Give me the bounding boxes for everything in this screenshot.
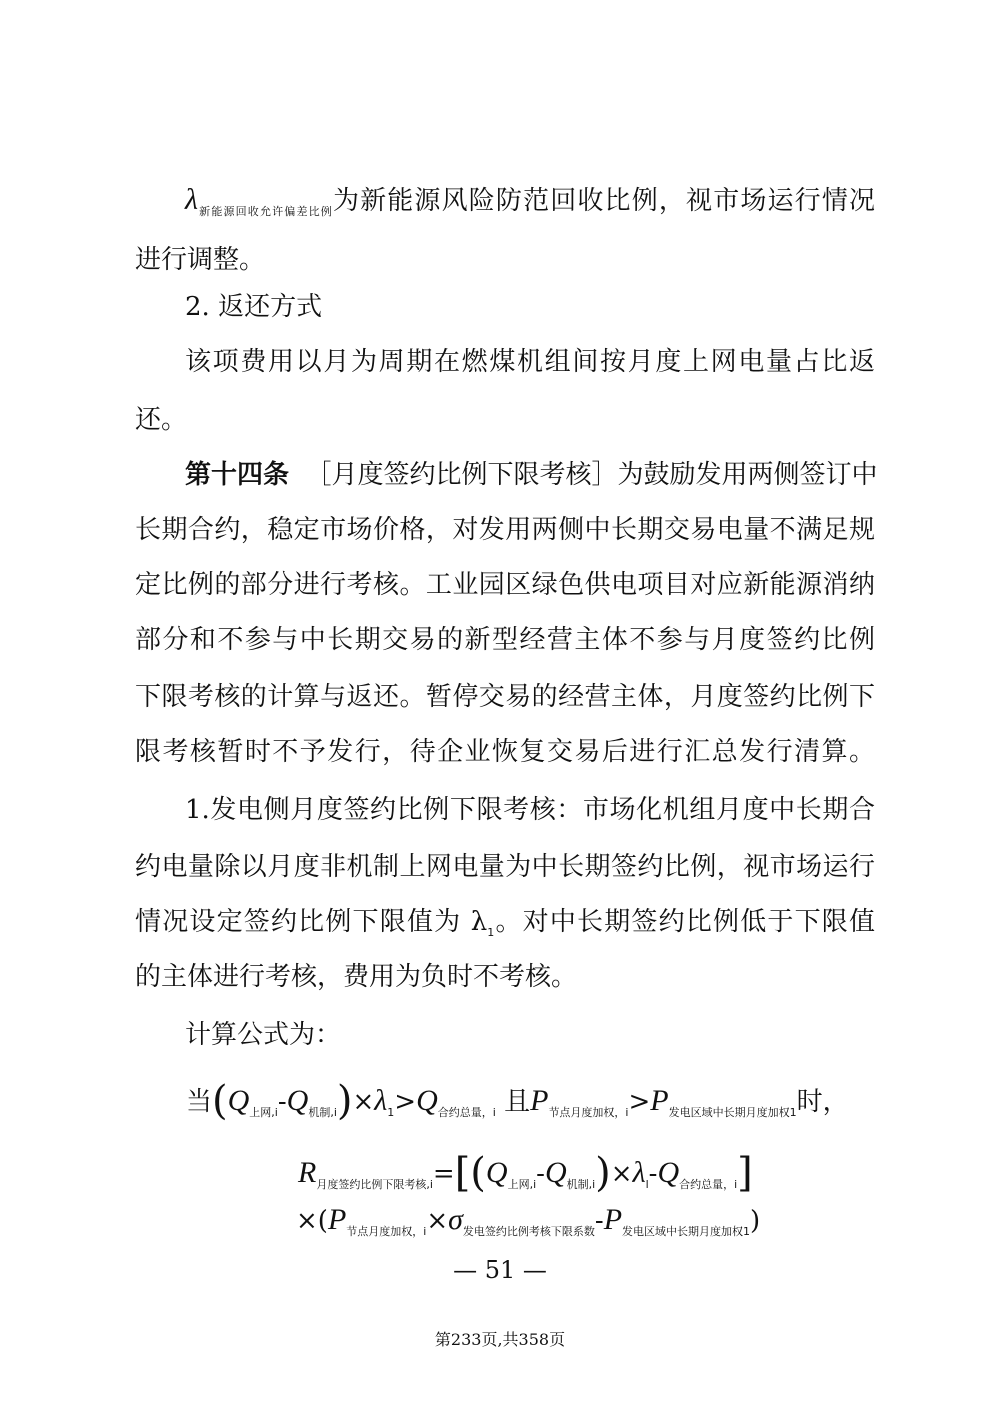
subscript: 发电签约比例考核下限系数: [462, 1225, 595, 1238]
paragraph-line: 下限考核的计算与返还。暂停交易的经营主体，月度签约比例下: [135, 682, 875, 712]
page-footer: 第233页,共358页: [434, 1330, 566, 1349]
subscript: 发电区域中长期月度加权1: [622, 1225, 751, 1238]
paragraph-line: [185, 183, 875, 229]
var-lambda: λ: [632, 1156, 646, 1189]
subscript: 合约总量，i: [679, 1178, 738, 1191]
paragraph-line: 定比例的部分进行考核。工业园区绿色供电项目对应新能源消纳: [135, 570, 875, 600]
var-r: R: [298, 1156, 317, 1189]
text: 情况设定签约比例下限值为 λ: [135, 907, 488, 937]
var-q: Q: [227, 1084, 250, 1117]
subscript: 上网,i: [507, 1178, 537, 1191]
paragraph-line: 部分和不参与中长期交易的新型经营主体不参与月度签约比例: [135, 625, 875, 655]
var-q: Q: [485, 1156, 508, 1189]
paragraph-line: 的主体进行考核，费用为负时不考核。: [135, 962, 578, 992]
paragraph-line: [185, 458, 878, 492]
paren: ): [336, 1078, 353, 1124]
subscript: 发电区域中长期月度加权1: [668, 1106, 797, 1119]
text: ［月度签约比例下限考核］为鼓励发用两侧签订中: [305, 460, 878, 490]
paragraph-line: 约电量除以月度非机制上网电量为中长期签约比例，视市场运行: [135, 852, 875, 882]
var-q: Q: [657, 1156, 680, 1189]
formula-r-cont: $\times(P_{节点月度加权,i}\times\sigma_{发电签约比例考核下限系数}-P_{发电区域中长期月度加权1})$: [296, 1203, 761, 1238]
var-sigma: σ: [448, 1203, 463, 1236]
paragraph-line: 进行调整。: [135, 245, 266, 275]
paren: ): [595, 1150, 611, 1196]
subscript: 机制,i: [566, 1178, 596, 1191]
paragraph-line: 计算公式为：: [185, 1020, 342, 1050]
bracket: [(: [454, 1150, 486, 1196]
subscript: 机制,i: [308, 1106, 337, 1119]
var-lambda: λ: [374, 1084, 388, 1117]
subscript: 节点月度加权，i: [548, 1106, 629, 1119]
paragraph-line: [135, 905, 875, 950]
var-p: P: [650, 1084, 669, 1117]
subscript: 上网,i: [249, 1106, 278, 1119]
bracket: ]: [737, 1150, 753, 1196]
subscript: 1: [487, 926, 495, 939]
text: 。对中长期签约比例低于下限值: [494, 907, 875, 937]
text: 为新能源风险防范回收比例，视市场运行情况: [332, 186, 875, 216]
subscript: 月度签约比例下限考核,i: [316, 1178, 433, 1191]
lambda-symbol: λ: [185, 183, 198, 216]
subscript: 新能源回收允许偏差比例: [198, 205, 333, 218]
subscript: l: [645, 1178, 649, 1191]
paragraph-line: 1.发电侧月度签约比例下限考核：市场化机组月度中长期合: [185, 795, 875, 825]
text: 时，: [796, 1087, 849, 1117]
var-p: P: [327, 1203, 347, 1236]
var-p: P: [530, 1084, 549, 1117]
section-heading: 2. 返还方式: [185, 292, 323, 322]
text: 当: [186, 1087, 213, 1117]
var-p: P: [603, 1203, 623, 1236]
subscript: 合约总量，i: [437, 1106, 496, 1119]
paren: (: [212, 1078, 228, 1124]
paragraph-line: 还。: [135, 405, 188, 435]
subscript: 节点月度加权，i: [346, 1225, 427, 1238]
paragraph-line: 该项费用以月为周期在燃煤机组间按月度上网电量占比返: [185, 347, 875, 377]
article-title: 第十四条: [185, 460, 290, 490]
paragraph-line: 长期合约，稳定市场价格，对发用两侧中长期交易电量不满足规: [135, 515, 875, 545]
text: 且: [504, 1087, 531, 1117]
paragraph-line: 限考核暂时不予发行，待企业恢复交易后进行汇总发行清算。: [135, 737, 875, 767]
var-q: Q: [286, 1084, 309, 1117]
var-q: Q: [544, 1156, 567, 1189]
formula-r: $R_{月度签约比例下限考核,i}=[(Q_{上网,i}-Q_{机制,i})\times\lambda_l-Q_{合约总量,i}]$: [298, 1150, 753, 1196]
formula-condition: 当$(Q_{上网,i}-Q_{机制,i})\times\lambda_1>Q_{合约总量,i}$ 且$P_{节点月度加权,i}>P_{发电区域中长期月度加权1}$时，: [186, 1078, 849, 1124]
page-number: — 51 —: [453, 1256, 547, 1284]
subscript: 1: [387, 1106, 395, 1119]
var-q: Q: [416, 1084, 438, 1117]
